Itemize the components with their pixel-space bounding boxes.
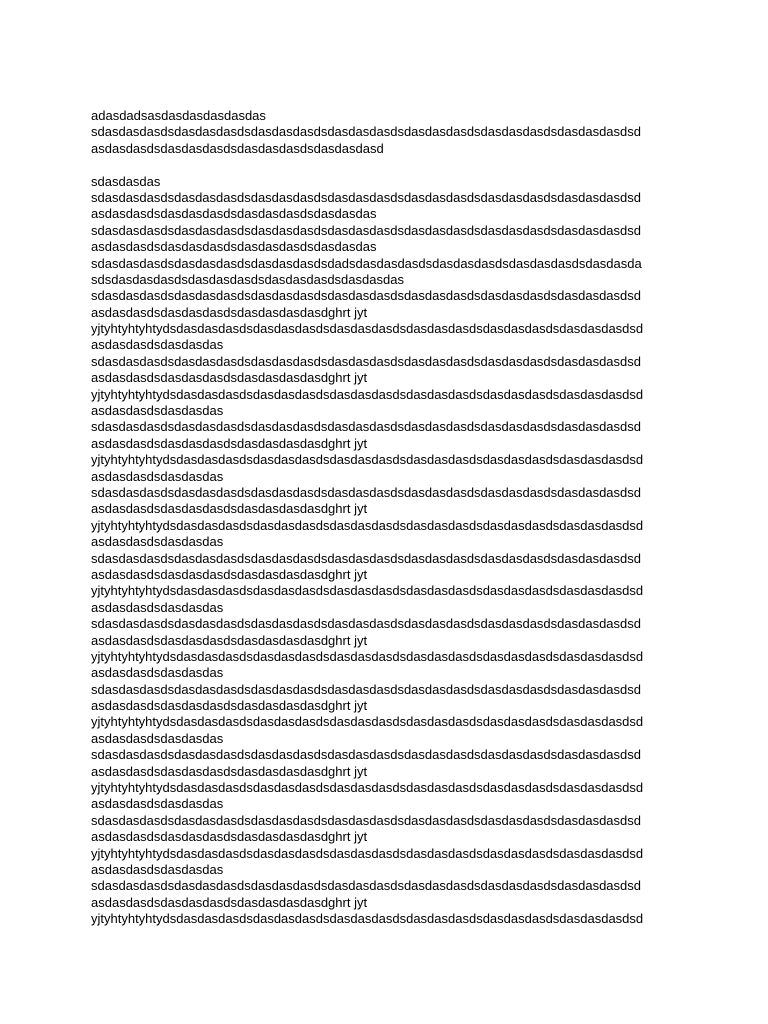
text-line: yjtyhtyhtyhtydsdasdasdasdsdasdasdasdsdasdasdasdsdasdasdasdsdasdasdasdsdasdasdasdsd xyxy=(91,714,644,730)
text-line: sdasdasdasdsdasdasdasdsdasdasdasdsdasdasdasdsdasdasdasdsdasdasdasdsdasdasdasdsd xyxy=(91,419,641,435)
text-line: asdasdasdsdasdasdasdsdasdasdasdasdghrt jyt xyxy=(91,370,368,386)
text-line: yjtyhtyhtyhtydsdasdasdasdsdasdasdasdsdasdasdasdsdasdasdasdsdasdasdasdsdasdasdasdsd xyxy=(91,780,644,796)
text-line: asdasdasdsdasdasdasdsdasdasdasdasdghrt jyt xyxy=(91,566,368,582)
text-line: yjtyhtyhtyhtydsdasdasdasdsdasdasdasdsdasdasdasdsdasdasdasdsdasdasdasdsdasdasdasdsd xyxy=(91,648,644,664)
text-line: sdasdasdas xyxy=(91,173,161,189)
text-line: asdasdasdsdasdasdasdsdasdasdasdasdghrt jyt xyxy=(91,763,368,779)
text-line: asdasdasdsdasdasdas xyxy=(91,599,224,615)
text-line: sdasdasdasdsdasdasdasdsdasdasdasdsdasdasdasdsdasdasdasdsdasdasdasdsdasdasdasdsd xyxy=(91,550,641,566)
text-line: asdasdasdsdasdasdasdsdasdasdasdsdasdasdas xyxy=(91,239,377,255)
text-line: asdasdasdsdasdasdas xyxy=(91,468,224,484)
text-line: sdasdasdasdsdasdasdasdsdasdasdasdsdasdasdasdsdasdasdasdsdasdasdasdsdasdasdasdsd xyxy=(91,616,641,632)
text-line: asdasdasdsdasdasdasdsdasdasdasdsdasdasdasd xyxy=(91,140,384,156)
text-line: asdasdasdsdasdasdasdsdasdasdasdasdghrt jyt xyxy=(91,698,368,714)
paragraph-1 xyxy=(91,108,751,157)
text-line: asdasdasdsdasdasdasdsdasdasdasdsdasdasdas xyxy=(91,206,377,222)
text-line: sdasdasdasdsdasdasdasdsdasdasdasdsdadsdasdasdasdsdasdasdasdsdasdasdasdsdasdasda xyxy=(91,255,642,271)
text-line: yjtyhtyhtyhtydsdasdasdasdsdasdasdasdsdasdasdasdsdasdasdasdsdasdasdasdsdasdasdasdsd xyxy=(91,386,644,402)
text-line: asdasdasdsdasdasdas xyxy=(91,403,224,419)
text-line: yjtyhtyhtyhtydsdasdasdasdsdasdasdasdsdasdasdasdsdasdasdasdsdasdasdasdsdasdasdasdsd xyxy=(91,911,644,927)
text-line: asdasdasdsdasdasdas xyxy=(91,665,224,681)
text-line: sdasdasdasdsdasdasdasdsdasdasdasdsdasdasdasdsdasdasdasdsdasdasdasdsdasdasdasdsd xyxy=(91,681,641,697)
text-line: asdasdasdsdasdasdas xyxy=(91,861,224,877)
text-line: yjtyhtyhtyhtydsdasdasdasdsdasdasdasdsdasdasdasdsdasdasdasdsdasdasdasdsdasdasdasdsd xyxy=(91,517,644,533)
text-line: sdasdasdasdsdasdasdasdsdasdasdasdsdasdasdasdsdasdasdasdsdasdasdasdsdasdasdasdsd xyxy=(91,812,641,828)
text-line: asdasdasdsdasdasdas xyxy=(91,796,224,812)
text-line: yjtyhtyhtyhtydsdasdasdasdsdasdasdasdsdasdasdasdsdasdasdasdsdasdasdasdsdasdasdasdsd xyxy=(91,845,644,861)
text-line: adasdadsasdasdasdasdasdas xyxy=(91,108,266,123)
text-line: asdasdasdsdasdasdas xyxy=(91,337,224,353)
text-line: asdasdasdsdasdasdasdsdasdasdasdasdghrt jyt xyxy=(91,829,368,845)
text-line: yjtyhtyhtyhtydsdasdasdasdsdasdasdasdsdasdasdasdsdasdasdasdsdasdasdasdsdasdasdasdsd xyxy=(91,452,644,468)
paragraph-2 xyxy=(91,174,751,928)
text-line: asdasdasdsdasdasdasdsdasdasdasdasdghrt jyt xyxy=(91,894,368,910)
text-line: asdasdasdsdasdasdasdsdasdasdasdasdghrt jyt xyxy=(91,435,368,451)
text-line: yjtyhtyhtyhtydsdasdasdasdsdasdasdasdsdasdasdasdsdasdasdasdsdasdasdasdsdasdasdasdsd xyxy=(91,583,644,599)
text-line: sdasdasdasdsdasdasdasdsdasdasdasdsdasdasdasdsdasdasdasdsdasdasdasdsdasdasdasdsd xyxy=(91,878,641,894)
text-line: asdasdasdsdasdasdasdsdasdasdasdasdghrt jyt xyxy=(91,501,368,517)
text-line: sdasdasdasdsdasdasdasdsdasdasdasdsdasdasdasdsdasdasdasdsdasdasdasdsdasdasdasdsd xyxy=(91,288,641,304)
text-line: sdasdasdasdsdasdasdasdsdasdasdasdsdasdasdasdsdasdasdasdsdasdasdasdsdasdasdasdsd xyxy=(91,124,641,140)
text-line: asdasdasdsdasdasdasdsdasdasdasdasdghrt jyt xyxy=(91,304,368,320)
text-line: sdasdasdasdsdasdasdasdsdasdasdasdsdasdasdasdsdasdasdasdsdasdasdasdsdasdasdasdsd xyxy=(91,222,641,238)
text-line: asdasdasdsdasdasdas xyxy=(91,730,224,746)
text-line: yjtyhtyhtyhtydsdasdasdasdsdasdasdasdsdasdasdasdsdasdasdasdsdasdasdasdsdasdasdasdsd xyxy=(91,321,644,337)
text-line: asdasdasdsdasdasdasdsdasdasdasdasdghrt jyt xyxy=(91,632,368,648)
document-body xyxy=(91,108,751,928)
text-line: sdsdasdasdasdsdasdasdasdsdasdasdasdsdasdasdas xyxy=(91,271,404,287)
text-line: sdasdasdasdsdasdasdasdsdasdasdasdsdasdasdasdsdasdasdasdsdasdasdasdsdasdasdasdsd xyxy=(91,353,641,369)
text-line: sdasdasdasdsdasdasdasdsdasdasdasdsdasdasdasdsdasdasdasdsdasdasdasdsdasdasdasdsd xyxy=(91,189,641,205)
paragraph-spacer xyxy=(91,157,751,173)
text-line: sdasdasdasdsdasdasdasdsdasdasdasdsdasdasdasdsdasdasdasdsdasdasdasdsdasdasdasdsd xyxy=(91,484,641,500)
text-line: asdasdasdsdasdasdas xyxy=(91,534,224,550)
text-line: sdasdasdasdsdasdasdasdsdasdasdasdsdasdasdasdsdasdasdasdsdasdasdasdsdasdasdasdsd xyxy=(91,747,641,763)
